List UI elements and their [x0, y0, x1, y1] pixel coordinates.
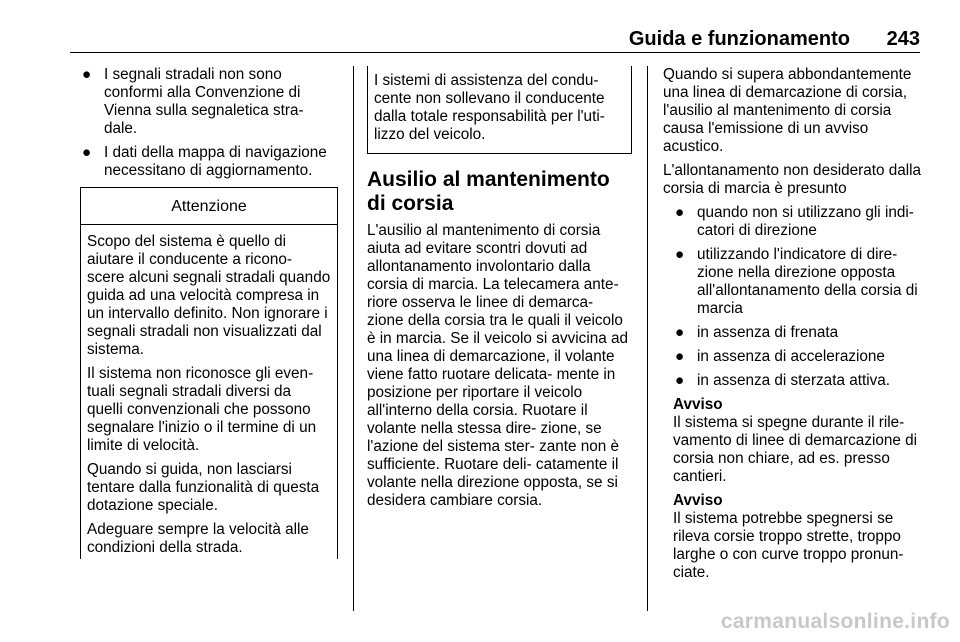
bullet-icon: ●: [82, 144, 92, 161]
notice: [663, 396, 926, 486]
page-number: 243: [886, 28, 920, 50]
page-title: Guida e funzionamento: [628, 28, 850, 50]
warning-paragraph: Quando si guida, non lasciarsi tentare dalla funzionalità di questa dotazione speciale.: [87, 461, 320, 514]
bullet-icon: ●: [675, 324, 685, 341]
column-left: [80, 66, 340, 186]
bullet-icon: ●: [675, 348, 685, 365]
notice-title: Avviso: [673, 396, 723, 413]
watermark: carmanualsonline.info: [720, 610, 950, 633]
notice-text: Il sistema si spegne durante il rile- vamento di linee di demarcazione di corsia non chiare, ad es. presso cantieri.: [673, 414, 918, 485]
paragraph: L'allontanamento non desiderato dalla corsia di marcia è presunto: [663, 162, 922, 197]
header-rule: [70, 52, 920, 53]
bullet-icon: ●: [675, 246, 685, 263]
bullet-list: [663, 204, 926, 390]
warning-paragraph: Scopo del sistema è quello di aiutare il conducente a ricono- scere alcuni segnali stradali quando guida ad una velocità compresa in un intervallo definito. Non ignorare i segnali stradali non visualizzati dal sistema.: [87, 233, 331, 358]
note-text: I sistemi di assistenza del condu- cente non sollevano il conducente dalla totale responsabilità per l'uti- lizzo del veicolo.: [374, 72, 605, 143]
list-item: ● in assenza di accelerazione: [675, 348, 885, 365]
bullet-icon: ●: [675, 372, 685, 389]
list-item: ● in assenza di sterzata attiva.: [675, 372, 891, 389]
list-item: ● I dati della mappa di navigazione necessitano di aggiornamento.: [82, 144, 327, 179]
section-title: Ausilio al mantenimento di corsia: [367, 168, 610, 215]
list-item: ● quando non si utilizzano gli indi- catori di direzione: [675, 204, 914, 239]
paragraph: Quando si supera abbondantemente una linea di demarcazione di corsia, l'ausilio al mantenimento di corsia causa l'emissione di un avviso acustico.: [663, 66, 912, 155]
column-divider: [353, 66, 354, 611]
column-right: [663, 66, 926, 588]
notice: [663, 492, 926, 582]
bullet-icon: ●: [675, 204, 685, 221]
notice-text: Il sistema potrebbe spegnersi se rileva corsie troppo strette, troppo larghe o con curve troppo pronun- ciate.: [673, 510, 904, 581]
bullet-icon: ●: [82, 66, 92, 83]
warning-body: [81, 225, 337, 565]
bullet-list: [80, 66, 340, 180]
column-middle: [367, 66, 632, 510]
note-box: [367, 66, 632, 154]
warning-paragraph: Il sistema non riconosce gli even- tuali segnali stradali diversi da quelli convenzionali che possono segnalare l'inizio o il termine di un limite di velocità.: [87, 365, 317, 454]
warning-box: [80, 187, 338, 559]
section-body: L'ausilio al mantenimento di corsia aiuta ad evitare scontri dovuti ad allontanamento involontario dalla corsia di marcia. La telecamera ante- riore osserva le linee di demarca- zione della corsia tra le quali il veicolo è in marcia. Se il veicolo si avvicina ad una linea di demarcazione, il volante viene fatto ruotare delicata- mente in posizione per riportare il veicolo all'interno della corsia. Ruotare il volante nella stessa dire- zione, se l'azione del sistema ster- zante non è sufficiente. Ruotare deli- catamente il volante nella direzione opposta, se si desidera cambiare corsia.: [367, 222, 629, 509]
warning-title: Attenzione: [81, 188, 337, 225]
notice-title: Avviso: [673, 492, 723, 509]
list-item: ● I segnali stradali non sono conformi alla Convenzione di Vienna sulla segnaletica stra- dale.: [82, 66, 304, 137]
column-divider: [647, 66, 648, 611]
warning-paragraph: Adeguare sempre la velocità alle condizioni della strada.: [87, 521, 309, 556]
page-header: [70, 20, 920, 50]
list-item: ● in assenza di frenata: [675, 324, 839, 341]
list-item: ● utilizzando l'indicatore di dire- zione nella direzione opposta all'allontanamento della corsia di marcia: [675, 246, 918, 317]
